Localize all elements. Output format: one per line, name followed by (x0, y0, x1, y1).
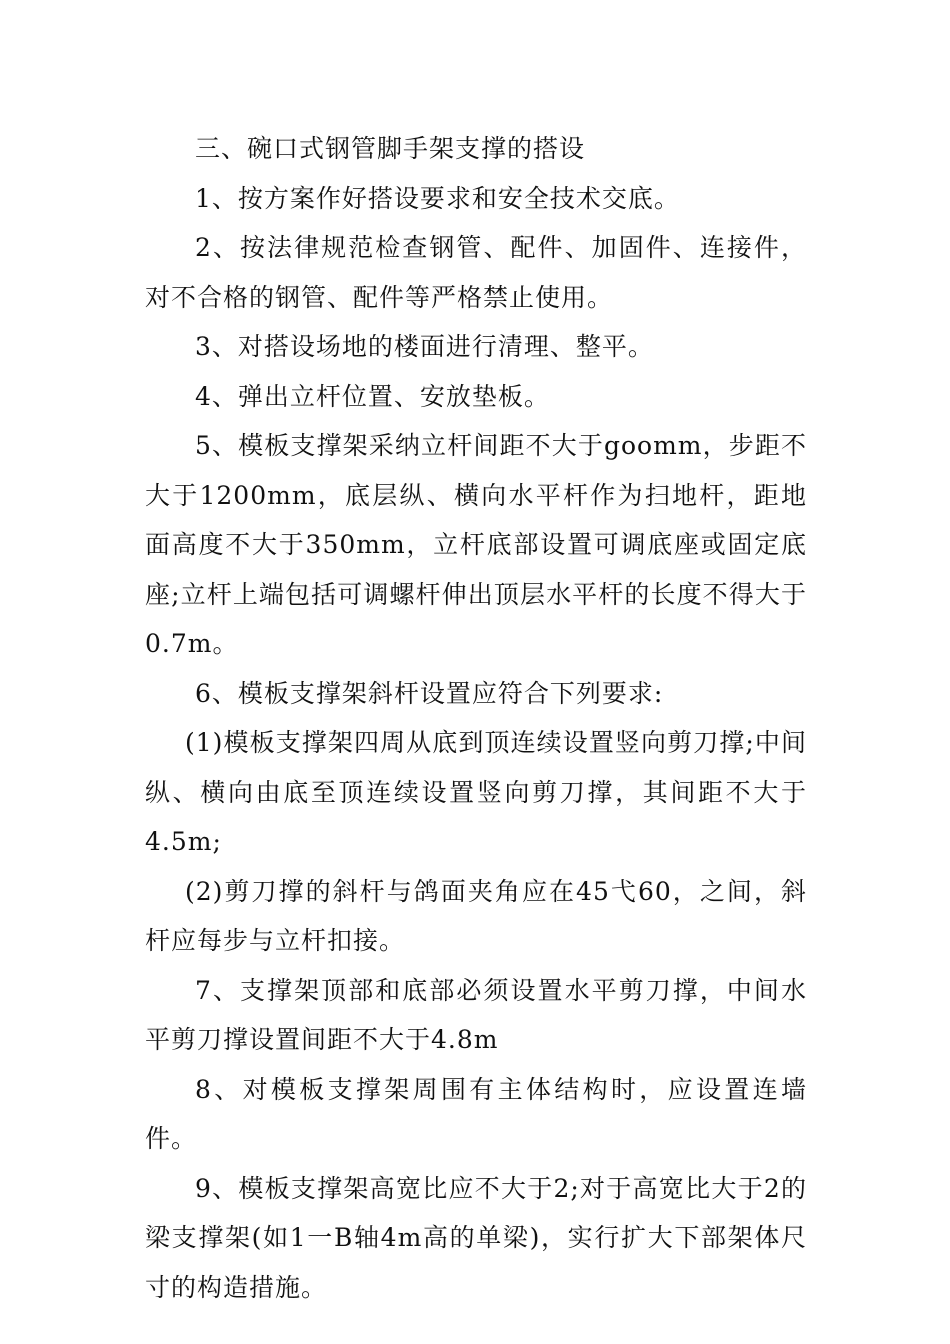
section-heading: 三、碗口式钢管脚手架支撑的搭设 (195, 134, 586, 163)
paragraph-subitem-1: (1)模板支撑架四周从底到顶连续设置竖向剪刀撑;中间纵、横向由底至顶连续设置竖向剪刀撑，其间距不大于4.5m; (145, 728, 807, 856)
paragraph-item-4: 4、弹出立杆位置、安放垫板。 (195, 381, 550, 411)
document-body (145, 124, 807, 1312)
paragraph-item-5: 5、模板支撑架采纳立杆间距不大于goomm，步距不大于1200mm，底层纵、横向水平杆作为扫地杆，距地面高度不大于350mm，立杆底部设置可调底座或固定底座;立杆上端包括可调螺杆伸出顶层水平杆的长度不得大于0.7m。 (145, 431, 807, 658)
paragraph-item-1: 1、按方案作好搭设要求和安全技术交底。 (195, 183, 680, 213)
paragraph-subitem-2: (2)剪刀撑的斜杆与鸽面夹角应在45弋60，之间，斜杆应每步与立杆扣接。 (145, 876, 807, 955)
paragraph-item-3: 3、对搭设场地的楼面进行清理、整平。 (195, 332, 654, 361)
paragraph-item-8: 8、对模板支撑架周围有主体结构时，应设置连墙件。 (145, 1074, 807, 1153)
paragraph-item-7: 7、支撑架顶部和底部必须设置水平剪刀撑，中间水平剪刀撑设置间距不大于4.8m (145, 975, 807, 1054)
paragraph-item-9: 9、模板支撑架高宽比应不大于2;对于高宽比大于2的梁支撑架(如1一B轴4m高的单梁)，实行扩大下部架体尺寸的构造措施。 (145, 1173, 807, 1302)
paragraph-item-2: 2、按法律规范检查钢管、配件、加固件、连接件，对不合格的钢管、配件等严格禁止使用。 (145, 233, 807, 312)
paragraph-item-6: 6、模板支撑架斜杆设置应符合下列要求: (195, 678, 664, 708)
